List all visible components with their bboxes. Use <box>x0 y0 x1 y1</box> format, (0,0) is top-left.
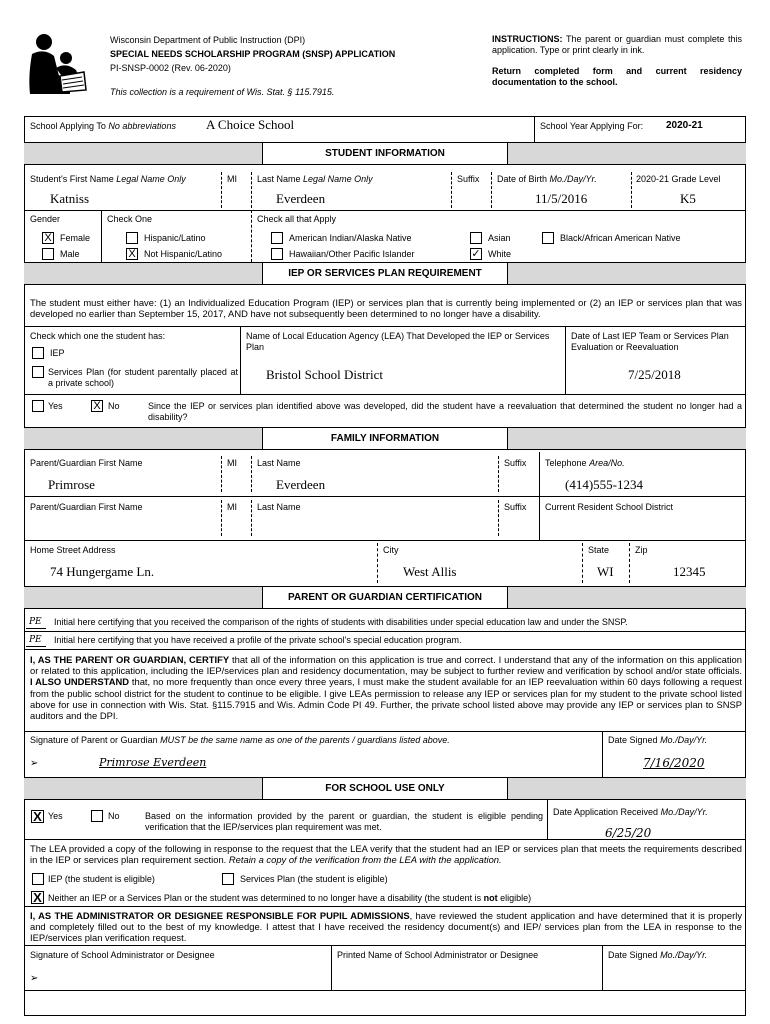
pg-suffix-label-1: Suffix <box>504 458 527 468</box>
race-label: Check all that Apply <box>257 214 337 224</box>
address-value[interactable]: 74 Hungergame Ln. <box>50 564 155 579</box>
parent-signature[interactable]: Primrose Everdeen <box>99 756 207 769</box>
admin-certification-text: I, AS THE ADMINISTRATOR OR DESIGNEE RESPONSIBLE FOR PUPIL ADMISSIONS, have reviewed the student application and have determined that it is properly and completely filled out to the best of my knowledge. I attest that I have received the residency document(s) and IEP/ services plan from the LEA in response to the IEP/services plan verification request. <box>30 910 743 944</box>
school-label-note: No abbreviations <box>108 121 176 131</box>
district-label: Current Resident School District <box>545 502 674 512</box>
am-indian-checkbox[interactable] <box>271 232 283 244</box>
not-hispanic-checkbox[interactable]: X <box>126 248 138 260</box>
phone-label: Telephone Area/No. <box>545 458 625 468</box>
date-received-value[interactable]: 6/25/20 <box>605 826 652 840</box>
address-label: Home Street Address <box>30 545 116 555</box>
pg-suffix-label-2: Suffix <box>504 502 527 512</box>
services-eligible-label: Services Plan (the student is eligible) <box>240 874 388 884</box>
phone-value[interactable]: (414)555-1234 <box>565 477 643 492</box>
reeval-no-label: No <box>108 401 120 411</box>
school-label <box>30 121 176 132</box>
certification-section-band <box>24 586 746 609</box>
iep-eligible-checkbox[interactable] <box>32 873 44 885</box>
family-section-band <box>24 427 746 450</box>
iep-checkbox[interactable] <box>32 347 44 359</box>
eligible-text: Based on the information provided by the parent or guardian, the student is eligible pending verification that the IEP/services plan requirement was met. <box>145 811 543 832</box>
student-suffix-label: Suffix <box>457 174 480 184</box>
parent-sig-arrow-icon: ➢ <box>30 758 39 769</box>
school-label-text: School Applying To <box>30 121 106 131</box>
white-label: White <box>488 249 512 259</box>
pg-first-value-1[interactable]: Primrose <box>48 477 95 492</box>
services-eligible-checkbox[interactable] <box>222 873 234 885</box>
neither-label: Neither an IEP or a Services Plan or the student was determined to no longer have a disability (the student is not eligible) <box>48 893 532 903</box>
reeval-yes-label: Yes <box>48 401 63 411</box>
eval-date-label: Date of Last IEP Team or Services Plan Evaluation or Reevaluation <box>571 331 729 352</box>
lea-label: Name of Local Education Agency (LEA) That Developed the IEP or Services Plan <box>246 331 550 352</box>
instructions <box>492 34 742 56</box>
reeval-yes-checkbox[interactable] <box>32 400 44 412</box>
admin-date-label: Date Signed Mo./Day/Yr. <box>608 950 708 960</box>
form-id: PI-SNSP-0002 (Rev. 06-2020) <box>110 63 231 73</box>
initial-line-1: Initial here certifying that you received the comparison of the rights of students with disabilities under special education law and under the SNSP. <box>54 617 628 627</box>
services-plan-label: Services Plan (for student parentally placed at a private school) <box>48 367 238 388</box>
admin-sig-label: Signature of School Administrator or Designee <box>30 950 215 960</box>
initials-1[interactable]: PE <box>29 617 42 627</box>
city-label: City <box>383 545 399 555</box>
asian-label: Asian <box>488 233 511 243</box>
eligible-no-label: No <box>108 811 120 821</box>
asian-checkbox[interactable] <box>470 232 482 244</box>
iep-section-band <box>24 262 746 285</box>
parent-sig-label: Signature of Parent or Guardian MUST be the same name as one of the parents / guardians listed above. <box>30 735 450 745</box>
services-plan-checkbox[interactable] <box>32 366 44 378</box>
eligible-no-checkbox[interactable] <box>91 810 103 822</box>
male-checkbox[interactable] <box>42 248 54 260</box>
pg-first-label-2: Parent/Guardian First Name <box>30 502 143 512</box>
hawaiian-checkbox[interactable] <box>271 248 283 260</box>
family-section-title: FAMILY INFORMATION <box>262 428 508 449</box>
eval-date-value[interactable]: 7/25/2018 <box>628 367 681 382</box>
iep-eligible-label: IEP (the student is eligible) <box>48 874 155 884</box>
hawaiian-label: Hawaiian/Other Pacific Islander <box>289 249 415 259</box>
black-checkbox[interactable] <box>542 232 554 244</box>
female-checkbox[interactable]: X <box>42 232 54 244</box>
certification-text: I, AS THE PARENT OR GUARDIAN, CERTIFY that all of the information on this application is true and correct. I understand that any of the information on this application or related to this application, including the IEP/services plan and residency documentation, may be subject to further review and verification by school and/or state officials. I ALSO UNDERSTAND that, no more frequently than once every three years, I must make the student available for an IEP reevaluation within 60 days following a request from the public school district for the student to continue to be eligible. I give LEAs permission to release any IEP or services plan for my student to the private school listed above for use in connection with Wis. Stat. §115.7915 and Wis. Admin Code PI 49. Further, the private school listed above may provide any IEP or services plan to SNSP auditors and the DPI. <box>30 654 743 722</box>
neither-checkbox[interactable]: X <box>31 891 44 904</box>
pg-first-label-1: Parent/Guardian First Name <box>30 458 143 468</box>
state-label: State <box>588 545 610 555</box>
school-year-value[interactable]: 2020-21 <box>666 120 703 131</box>
reeval-question: Since the IEP or services plan identified above was developed, did the student have a reevaluation that determined the student no longer had a disability? <box>148 401 742 422</box>
parent-date-label: Date Signed Mo./Day/Yr. <box>608 735 708 745</box>
student-grade-value[interactable]: K5 <box>680 191 696 206</box>
school-use-section-title: FOR SCHOOL USE ONLY <box>262 778 508 799</box>
city-value[interactable]: West Allis <box>403 564 457 579</box>
iep-option-label: IEP <box>50 348 65 358</box>
student-dob-value[interactable]: 11/5/2016 <box>535 191 588 206</box>
black-label: Black/African American Native <box>560 233 681 243</box>
ethnicity-label: Check One <box>107 214 153 224</box>
program-title: SPECIAL NEEDS SCHOLARSHIP PROGRAM (SNSP) APPLICATION <box>110 49 396 59</box>
am-indian-label: American Indian/Alaska Native <box>289 233 412 243</box>
hispanic-checkbox[interactable] <box>126 232 138 244</box>
return-instructions: Return completed form and current residency documentation to the school. <box>492 66 742 87</box>
initial-line-2: Initial here certifying that you have received a profile of the private school's special education program. <box>54 635 462 645</box>
student-first-value[interactable]: Katniss <box>50 191 89 206</box>
student-last-value[interactable]: Everdeen <box>276 191 326 206</box>
check-which-label: Check which one the student has: <box>30 331 166 341</box>
pg-mi-label-2: MI <box>227 502 237 512</box>
student-grade-label: 2020-21 Grade Level <box>636 174 721 184</box>
school-year-label: School Year Applying For: <box>540 121 644 131</box>
male-label: Male <box>60 249 80 259</box>
student-section-title: STUDENT INFORMATION <box>262 143 508 164</box>
iep-section-title: IEP OR SERVICES PLAN REQUIREMENT <box>262 263 508 284</box>
student-first-label: Student's First Name Legal Name Only <box>30 174 186 184</box>
pg-last-label-1: Last Name <box>257 458 301 468</box>
parent-date-signed[interactable]: 7/16/2020 <box>643 756 705 770</box>
iep-intro: The student must either have: (1) an Individualized Education Program (IEP) or services plan that is currently being implemented or (2) an IEP or services plan that was developed no earlier than September 15, 2017, AND have not subsequently been determined to no longer have a disability. <box>30 297 742 320</box>
admin-name-label: Printed Name of School Administrator or Designee <box>337 950 539 960</box>
school-use-section-band <box>24 777 746 800</box>
student-section-band <box>24 142 746 165</box>
eligible-yes-checkbox[interactable]: X <box>31 810 44 823</box>
zip-value[interactable]: 12345 <box>673 564 706 579</box>
date-received-label: Date Application Received Mo./Day/Yr. <box>553 807 708 817</box>
instructions-text: The parent or guardian must complete this application. Type or print clearly in ink. <box>492 34 742 55</box>
white-checkbox[interactable]: ✓ <box>471 248 481 260</box>
student-mi-label: MI <box>227 174 237 184</box>
dpi-logo-icon <box>26 32 90 98</box>
agency-name: Wisconsin Department of Public Instruction (DPI) <box>110 35 306 45</box>
student-last-label: Last Name Legal Name Only <box>257 174 373 184</box>
lea-value[interactable]: Bristol School District <box>266 367 383 382</box>
female-label: Female <box>60 233 91 243</box>
gender-label: Gender <box>30 214 61 224</box>
eligible-yes-label: Yes <box>48 811 63 821</box>
statute-note: This collection is a requirement of Wis. Stat. § 115.7915. <box>110 87 335 97</box>
reeval-no-checkbox[interactable]: X <box>91 400 103 412</box>
state-value[interactable]: WI <box>597 564 614 579</box>
school-value[interactable]: A Choice School <box>206 117 295 132</box>
hispanic-label: Hispanic/Latino <box>144 233 206 243</box>
pg-mi-label-1: MI <box>227 458 237 468</box>
admin-sig-arrow-icon: ➢ <box>30 973 39 984</box>
not-hispanic-label: Not Hispanic/Latino <box>144 249 223 259</box>
student-dob-label: Date of Birth Mo./Day/Yr. <box>497 174 597 184</box>
instructions-label: INSTRUCTIONS: <box>492 34 563 44</box>
pg-last-label-2: Last Name <box>257 502 301 512</box>
pg-last-value-1[interactable]: Everdeen <box>276 477 326 492</box>
zip-label: Zip <box>635 545 648 555</box>
initials-2[interactable]: PE <box>29 635 42 645</box>
certification-section-title: PARENT OR GUARDIAN CERTIFICATION <box>262 587 508 608</box>
lea-verification-text: The LEA provided a copy of the following in response to the request that the LEA verify that the student had an IEP or services plan that meets the requirements described in the IEP or services plan requirement section. Retain a copy of the verification from the LEA with the application. <box>30 843 742 866</box>
